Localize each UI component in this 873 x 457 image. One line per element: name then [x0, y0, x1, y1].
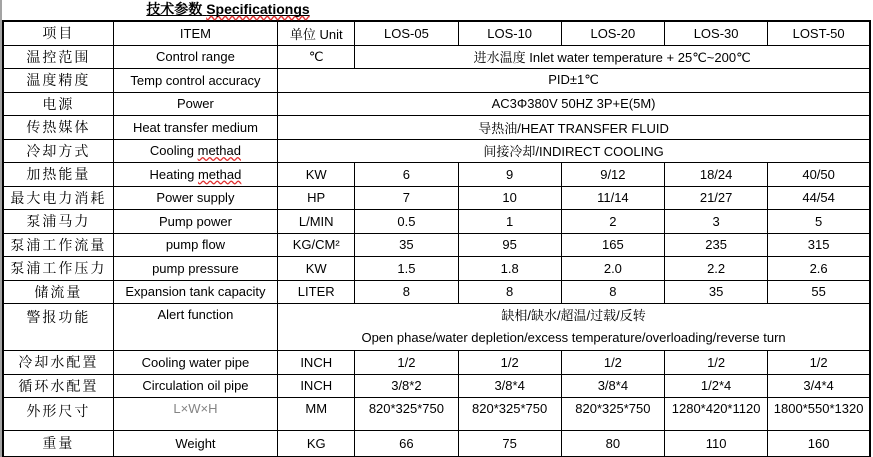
cell-en-label: Temp control accuracy: [113, 69, 277, 93]
cell-value: 35: [665, 280, 768, 304]
page-title-en: Specificationgs: [206, 1, 310, 17]
label-word-misspelled: methad: [197, 166, 242, 182]
label-word: Heating: [149, 166, 195, 182]
cell-en-label: Circulation oil pipe: [113, 374, 277, 398]
cell-merged-value: 导热油/HEAT TRANSFER FLUID: [278, 116, 870, 140]
cell-value: 95: [458, 233, 561, 257]
table-row: [3, 186, 870, 210]
cell-value: 1: [458, 210, 561, 234]
cell-en-label: Heat transfer medium: [113, 116, 277, 140]
cell-value: 110: [665, 431, 768, 457]
cell-merged-value: 进水温度 Inlet water temperature + 25℃~200℃: [355, 45, 870, 69]
cell-value: 9/12: [561, 163, 664, 187]
cell-merged-value: 间接冷却/INDIRECT COOLING: [278, 139, 870, 163]
cell-unit: KG: [278, 431, 355, 457]
cell-value: 2.0: [561, 257, 664, 281]
cell-en-label: [113, 163, 277, 187]
cell-unit: KW: [278, 257, 355, 281]
cell-value: 165: [561, 233, 664, 257]
cell-en-label: Pump power: [113, 210, 277, 234]
cell-value: 11/14: [561, 186, 664, 210]
cell-zh-label: 储流量: [3, 280, 113, 304]
cell-value: 1/2: [768, 351, 870, 375]
cell-en-label: Cooling water pipe: [113, 351, 277, 375]
cell-merged-value: [278, 304, 870, 351]
cell-zh-label: 循环水配置: [3, 374, 113, 398]
header-model-lost50: LOST-50: [768, 21, 870, 45]
cell-unit: ℃: [278, 45, 355, 69]
table-row: [3, 163, 870, 187]
cell-value: 3/4*4: [768, 374, 870, 398]
cell-value: 8: [458, 280, 561, 304]
cell-value: 2.6: [768, 257, 870, 281]
cell-unit: KG/CM²: [278, 233, 355, 257]
cell-value: 9: [458, 163, 561, 187]
cell-value: 7: [355, 186, 458, 210]
table-row: [3, 45, 870, 69]
header-model-los20: LOS-20: [561, 21, 664, 45]
cell-value: 1.5: [355, 257, 458, 281]
cell-value: 315: [768, 233, 870, 257]
cell-value: 3/8*4: [458, 374, 561, 398]
page-title: [0, 0, 456, 20]
table-row: [3, 431, 870, 457]
cell-value: 820*325*750: [561, 398, 664, 431]
alert-text-zh: 缺相/缺水/超温/过载/反转: [501, 308, 646, 323]
alert-text-en: Open phase/water depletion/excess temperature/overloading/reverse turn: [361, 330, 786, 345]
header-unit: 单位 Unit: [278, 21, 355, 45]
cell-value: 80: [561, 431, 664, 457]
cell-merged-value: PID±1℃: [278, 69, 870, 93]
cell-zh-label: 冷却方式: [3, 139, 113, 163]
header-item-zh: 项目: [3, 21, 113, 45]
cell-value: 18/24: [665, 163, 768, 187]
table-row: [3, 139, 870, 163]
cell-value: 1800*550*1320: [768, 398, 870, 431]
cell-zh-label: 外形尺寸: [3, 398, 113, 431]
cell-value: 66: [355, 431, 458, 457]
cell-unit: L/MIN: [278, 210, 355, 234]
header-row: [3, 21, 870, 45]
cell-zh-label: 泵浦马力: [3, 210, 113, 234]
label-word: Cooling: [149, 143, 194, 159]
cell-value: 1.8: [458, 257, 561, 281]
cell-value: 160: [768, 431, 870, 457]
cell-value: 1/2: [458, 351, 561, 375]
cell-merged-value: AC3Φ380V 50HZ 3P+E(5M): [278, 92, 870, 116]
table-row: [3, 374, 870, 398]
cell-value: 1/2*4: [665, 374, 768, 398]
cell-unit: KW: [278, 163, 355, 187]
cell-unit: MM: [278, 398, 355, 431]
cell-value: 0.5: [355, 210, 458, 234]
table-row: [3, 280, 870, 304]
cell-zh-label: 温度精度: [3, 69, 113, 93]
cell-value: 235: [665, 233, 768, 257]
table-row: [3, 351, 870, 375]
table-row: [3, 304, 870, 351]
page-title-text: [146, 1, 309, 17]
cell-en-label: [113, 139, 277, 163]
cell-zh-label: 温控范围: [3, 45, 113, 69]
cell-en-label: Control range: [113, 45, 277, 69]
cell-zh-label: 警报功能: [3, 304, 113, 351]
spec-table: [2, 20, 871, 457]
cell-value: 3: [665, 210, 768, 234]
cell-unit: LITER: [278, 280, 355, 304]
cell-en-label: Power: [113, 92, 277, 116]
cell-unit: HP: [278, 186, 355, 210]
cell-value: 2: [561, 210, 664, 234]
table-row: [3, 92, 870, 116]
cell-value: 44/54: [768, 186, 870, 210]
cell-zh-label: 冷却水配置: [3, 351, 113, 375]
table-row: [3, 233, 870, 257]
cell-value: 820*325*750: [458, 398, 561, 431]
header-model-los10: LOS-10: [458, 21, 561, 45]
cell-value: 21/27: [665, 186, 768, 210]
cell-value: 75: [458, 431, 561, 457]
cell-zh-label: 传热媒体: [3, 116, 113, 140]
cell-zh-label: 重量: [3, 431, 113, 457]
cell-value: 55: [768, 280, 870, 304]
cell-value: 35: [355, 233, 458, 257]
cell-value: 1280*420*1120: [665, 398, 768, 431]
cell-value: 1/2: [561, 351, 664, 375]
cell-value: 8: [561, 280, 664, 304]
cell-value: 6: [355, 163, 458, 187]
header-model-los05: LOS-05: [355, 21, 458, 45]
cell-en-label: Power supply: [113, 186, 277, 210]
cell-value: 40/50: [768, 163, 870, 187]
page-title-zh: 技术参数: [146, 1, 203, 17]
cell-value: 8: [355, 280, 458, 304]
cell-value: 1/2: [665, 351, 768, 375]
cell-zh-label: 泵浦工作流量: [3, 233, 113, 257]
cell-value: 1/2: [355, 351, 458, 375]
cell-en-label: Alert function: [113, 304, 277, 351]
table-row: [3, 116, 870, 140]
cell-value: 10: [458, 186, 561, 210]
table-row: [3, 398, 870, 431]
cell-zh-label: 加热能量: [3, 163, 113, 187]
header-model-los30: LOS-30: [665, 21, 768, 45]
cell-en-label: Weight: [113, 431, 277, 457]
cell-en-label: pump pressure: [113, 257, 277, 281]
left-edge-strip: [0, 0, 2, 457]
cell-en-label: pump flow: [113, 233, 277, 257]
cell-value: 820*325*750: [355, 398, 458, 431]
table-row: [3, 210, 870, 234]
cell-zh-label: 泵浦工作压力: [3, 257, 113, 281]
cell-value: 2.2: [665, 257, 768, 281]
cell-zh-label: 电源: [3, 92, 113, 116]
cell-value: 3/8*4: [561, 374, 664, 398]
table-row: [3, 69, 870, 93]
table-row: [3, 257, 870, 281]
cell-zh-label: 最大电力消耗: [3, 186, 113, 210]
cell-unit: INCH: [278, 374, 355, 398]
cell-en-label: Expansion tank capacity: [113, 280, 277, 304]
cell-unit: INCH: [278, 351, 355, 375]
cell-value: 5: [768, 210, 870, 234]
label-word-misspelled: methad: [197, 143, 241, 159]
cell-value: 3/8*2: [355, 374, 458, 398]
header-item-en: ITEM: [113, 21, 277, 45]
cell-en-label: L×W×H: [113, 398, 277, 431]
